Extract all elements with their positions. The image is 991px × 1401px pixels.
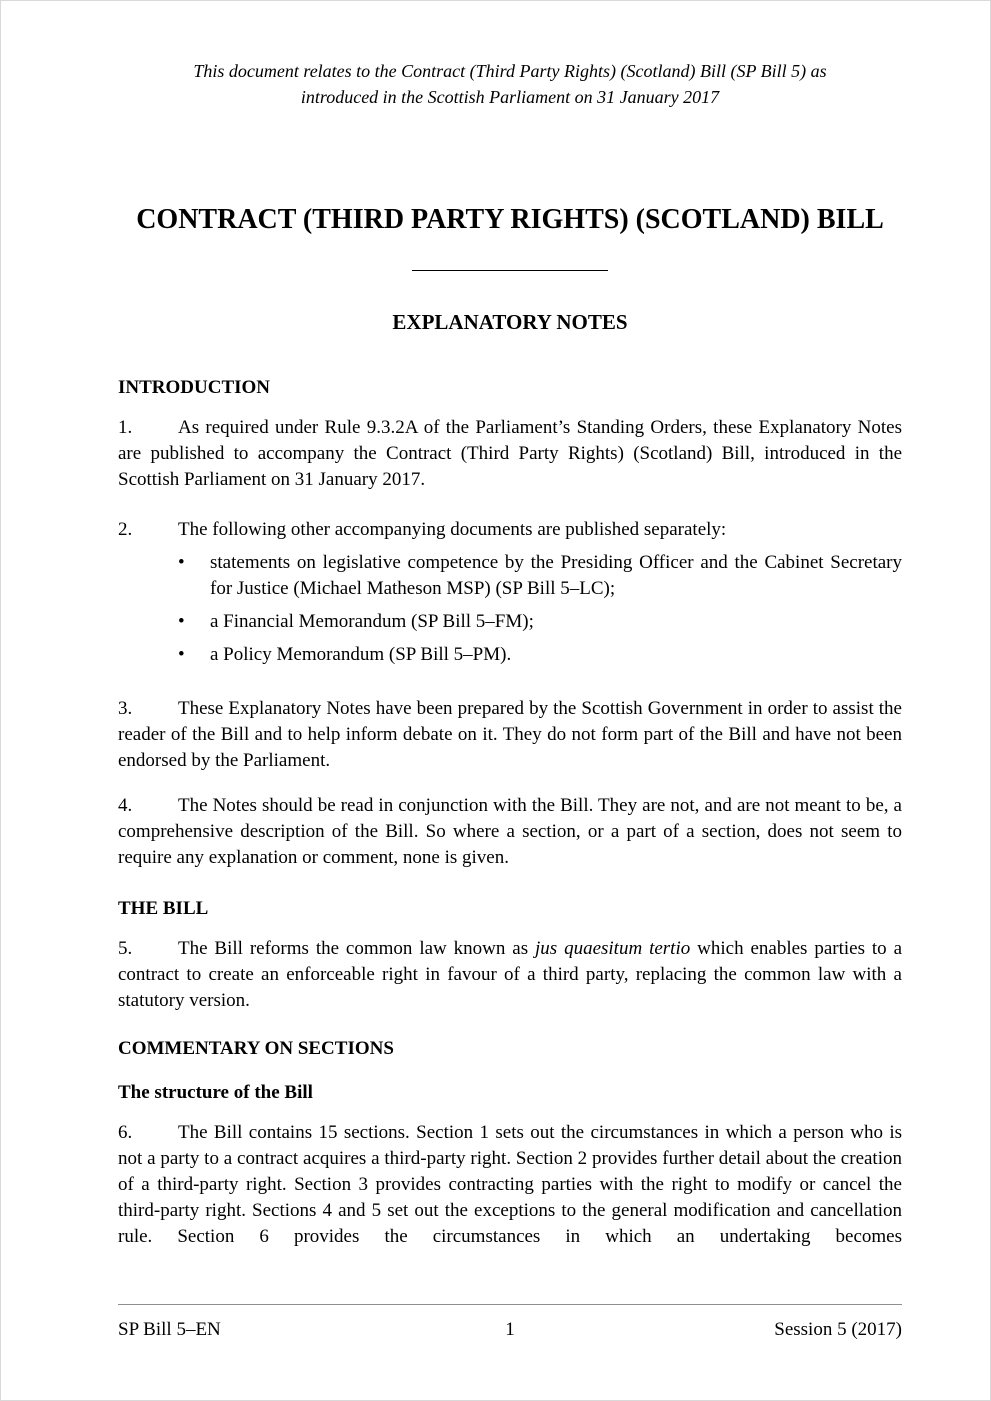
paragraph-5 (118, 936, 902, 1014)
paragraph-3-text: These Explanatory Notes have been prepared by the Scottish Government in order to assist the reader of the Bill and to help inform debate on it. They do not form part of the Bill and have not been endorsed by the Parliament. (118, 698, 902, 771)
heading-introduction: INTRODUCTION (118, 377, 271, 398)
footer-row (118, 1317, 902, 1343)
footer-divider (118, 1304, 902, 1305)
paragraph-4 (118, 793, 902, 871)
paragraph-3-number: 3. (118, 698, 133, 719)
paragraph-2-text: The following other accompanying documents are published separately: (178, 519, 727, 540)
latin-phrase: jus quaesitum tertio (535, 938, 691, 959)
bullet-item-3 (118, 642, 902, 668)
bullet-2-text: a Financial Memorandum (SP Bill 5–FM); (210, 611, 534, 632)
bullet-item-2 (118, 609, 902, 635)
heading-commentary: COMMENTARY ON SECTIONS (118, 1038, 394, 1059)
document-subtitle: EXPLANATORY NOTES (392, 310, 628, 334)
footer-session: Session 5 (2017) (774, 1319, 902, 1340)
paragraph-6 (118, 1120, 902, 1250)
subheading-structure-of-bill: The structure of the Bill (118, 1082, 313, 1103)
paragraph-3 (118, 696, 902, 774)
footer-bill-reference: SP Bill 5–EN (118, 1319, 221, 1340)
bullet-1-text: statements on legislative competence by the Presiding Officer and the Cabinet Secretary for Justice (Michael Matheson MSP) (SP Bill 5–LC); (210, 552, 902, 599)
paragraph-1 (118, 415, 902, 493)
paragraph-4-text: The Notes should be read in conjunction with the Bill. They are not, and are not meant to be, a comprehensive description of the Bill. So where a section, or a part of a section, does not seem to require any explanation or comment, none is given. (118, 795, 902, 868)
bullet-icon: • (178, 611, 185, 632)
bullet-list (118, 550, 902, 668)
paragraph-6-number: 6. (118, 1122, 133, 1143)
footer-page-number: 1 (505, 1319, 515, 1340)
paragraph-5-number: 5. (118, 938, 133, 959)
paragraph-6-text: The Bill contains 15 sections. Section 1 sets out the circumstances in which a person who is not a party to a contract acquires a third-party right. Section 2 provides further detail about the creation of a third-party right. Section 3 provides contracting parties with the right to modify or cancel the third-party right. Sections 4 and 5 set out the exceptions to the general modification and cancellation rule. Section 6 provides the circumstances in which an undertaking becomes (118, 1122, 902, 1247)
paragraph-1-text: As required under Rule 9.3.2A of the Parliament’s Standing Orders, these Explanatory Notes are published to accompany the Contract (Third Party Rights) (Scotland) Bill, introduced in the Scottish Parliament on 31 January 2017. (118, 417, 902, 490)
heading-the-bill: THE BILL (118, 898, 209, 919)
paragraph-5-text-before: The Bill reforms the common law known as (178, 938, 535, 959)
bullet-icon: • (178, 552, 185, 573)
header-notice: This document relates to the Contract (Third Party Rights) (Scotland) Bill (SP Bill 5) as introduced in the Scottish Parliament on 31 January 2017 (193, 61, 827, 107)
bullet-item-1 (118, 550, 902, 602)
paragraph-2 (118, 517, 902, 543)
paragraph-2-number: 2. (118, 519, 133, 540)
paragraph-4-number: 4. (118, 795, 133, 816)
page-footer (118, 1304, 902, 1343)
paragraph-5-text-after: which enables parties to a contract to create an enforceable right in favour of a third party, replacing the common law with a statutory version. (118, 938, 902, 1011)
bullet-icon: • (178, 644, 185, 665)
bullet-3-text: a Policy Memorandum (SP Bill 5–PM). (210, 644, 512, 665)
document-title: CONTRACT (THIRD PARTY RIGHTS) (SCOTLAND) BILL (136, 204, 884, 235)
title-divider (412, 270, 608, 271)
paragraph-1-number: 1. (118, 417, 133, 438)
